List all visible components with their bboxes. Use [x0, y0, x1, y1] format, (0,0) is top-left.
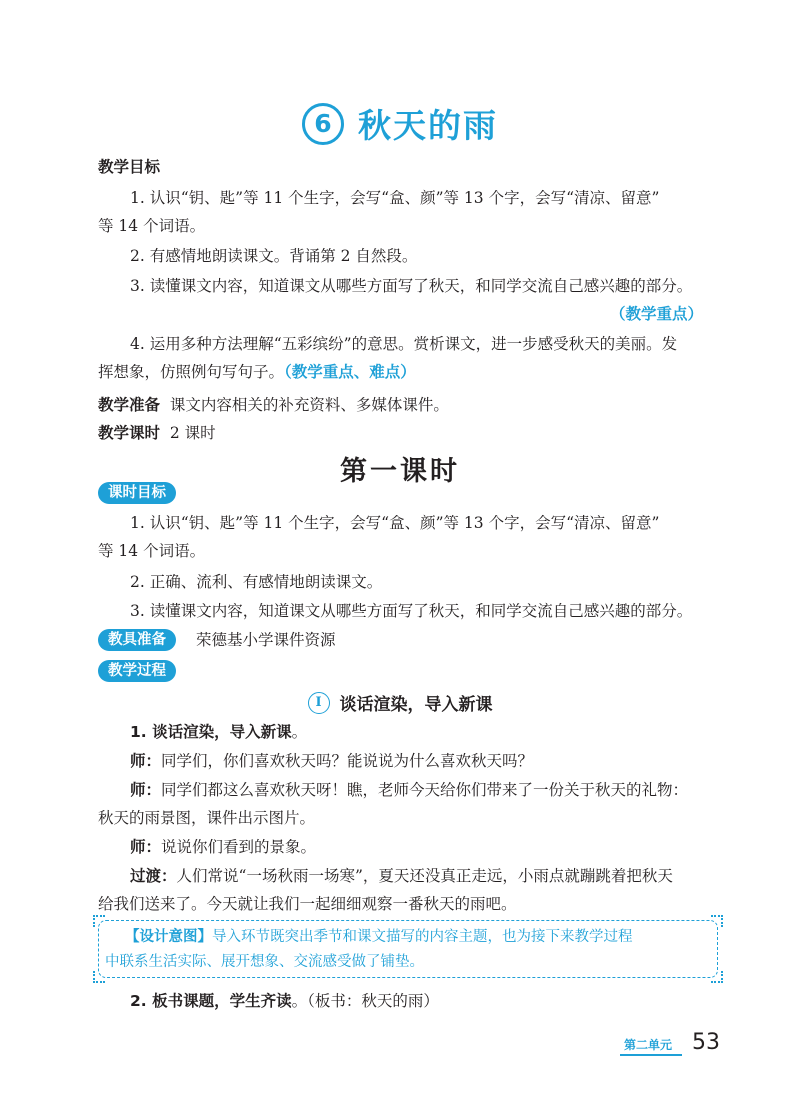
page-number: 53: [692, 1030, 720, 1055]
talk-3: [130, 836, 316, 858]
goal-item-3: 3. 读懂课文内容，知道课文从哪些方面写了秋天，和同学交流自己感兴趣的部分。: [130, 277, 693, 295]
step-roman-badge: I: [308, 692, 330, 714]
box-corner-decoration: [711, 971, 723, 983]
sub1-label: 1. 谈话渲染，导入新课: [130, 723, 292, 741]
talk-4-speaker: 过渡：: [130, 867, 177, 885]
talk-1-speaker: 师：: [130, 752, 162, 770]
goal-item-1b: 等 14 个词语。: [98, 217, 206, 235]
prep-label: 教学准备: [98, 396, 161, 414]
time-label: 教学课时: [98, 424, 161, 442]
unit-underline: [620, 1054, 682, 1056]
tools-text: 荣德基小学课件资源: [196, 631, 336, 649]
step-heading: [0, 690, 800, 716]
goals-heading: 教学目标: [98, 158, 161, 176]
goal-item-4b: 挥想象，仿照例句写句子。: [98, 363, 285, 381]
prep-row: [98, 394, 449, 416]
design-line-1: [125, 927, 633, 947]
design-text-a: 导入环节既突出季节和课文描写的内容主题，也为接下来教学过程: [212, 929, 633, 945]
goal-item-3-tag: （教学重点）: [610, 305, 704, 323]
sub2-row: [130, 990, 439, 1012]
lesson-title-bar: [0, 100, 800, 150]
talk-3-text: 说说你们看到的景象。: [161, 838, 317, 856]
section-title: 第一课时: [340, 456, 460, 487]
time-text: 2 课时: [169, 424, 216, 442]
lesson-number-badge: 6: [302, 103, 344, 145]
design-label: 【设计意图】: [125, 929, 212, 945]
section-goal-1b: 等 14 个词语。: [98, 542, 206, 560]
step-title: 谈话渲染，导入新课: [339, 695, 493, 715]
talk-4-text-a: 人们常说“一场秋雨一场寒”，夏天还没真正走远，小雨点就蹦跳着把秋天: [176, 867, 673, 885]
box-corner-decoration: [93, 971, 105, 983]
unit-label: 第二单元: [624, 1038, 673, 1052]
talk-2-speaker: 师：: [130, 781, 162, 799]
goal-item-4a: 4. 运用多种方法理解“五彩缤纷”的意思。赏析课文，进一步感受秋天的美丽。发: [130, 335, 678, 353]
sub1-row: [130, 721, 307, 743]
talk-4a: [130, 865, 673, 887]
section-goal-3: 3. 读懂课文内容，知道课文从哪些方面写了秋天，和同学交流自己感兴趣的部分。: [130, 602, 693, 620]
lesson-title: 秋天的雨: [358, 106, 498, 145]
section-goals-pill: 课时目标: [98, 482, 176, 504]
talk-2a: [130, 779, 688, 801]
goal-item-4-tag: （教学重点、难点）: [284, 363, 416, 381]
section-goal-2: 2. 正确、流利、有感情地朗读课文。: [130, 573, 383, 591]
sub2-label: 2. 板书课题，学生齐读: [130, 992, 292, 1010]
design-text-b: 中联系生活实际、展开想象、交流感受做了铺垫。: [105, 954, 424, 970]
box-corner-decoration: [93, 915, 105, 927]
section-goal-1a: 1. 认识“钥、匙”等 11 个生字，会写“盒、颜”等 13 个字，会写“清凉、留意”: [130, 514, 660, 532]
sub1-end: 。: [291, 723, 308, 741]
sub2-end: 。（板书：秋天的雨）: [291, 992, 439, 1010]
talk-3-speaker: 师：: [130, 838, 162, 856]
talk-2-text-a: 同学们都这么喜欢秋天呀！瞧，老师今天给你们带来了一份关于秋天的礼物：: [161, 781, 689, 799]
goal-item-4b-row: [98, 361, 416, 383]
tools-pill: 教具准备: [98, 629, 176, 651]
goal-item-2: 2. 有感情地朗读课文。背诵第 2 自然段。: [130, 247, 418, 265]
talk-1-text: 同学们，你们喜欢秋天吗？能说说为什么喜欢秋天吗？: [161, 752, 534, 770]
prep-text: 课文内容相关的补充资料、多媒体课件。: [169, 396, 449, 414]
process-pill: 教学过程: [98, 660, 176, 682]
time-row: [98, 422, 216, 444]
design-intent-box: [98, 920, 718, 978]
box-corner-decoration: [711, 915, 723, 927]
goal-item-1a: 1. 认识“钥、匙”等 11 个生字，会写“盒、颜”等 13 个字，会写“清凉、留意”: [130, 189, 660, 207]
talk-4-text-b: 给我们送来了。今天就让我们一起细细观察一番秋天的雨吧。: [98, 895, 517, 913]
talk-1: [130, 750, 533, 772]
talk-2-text-b: 秋天的雨景图，课件出示图片。: [98, 809, 316, 827]
